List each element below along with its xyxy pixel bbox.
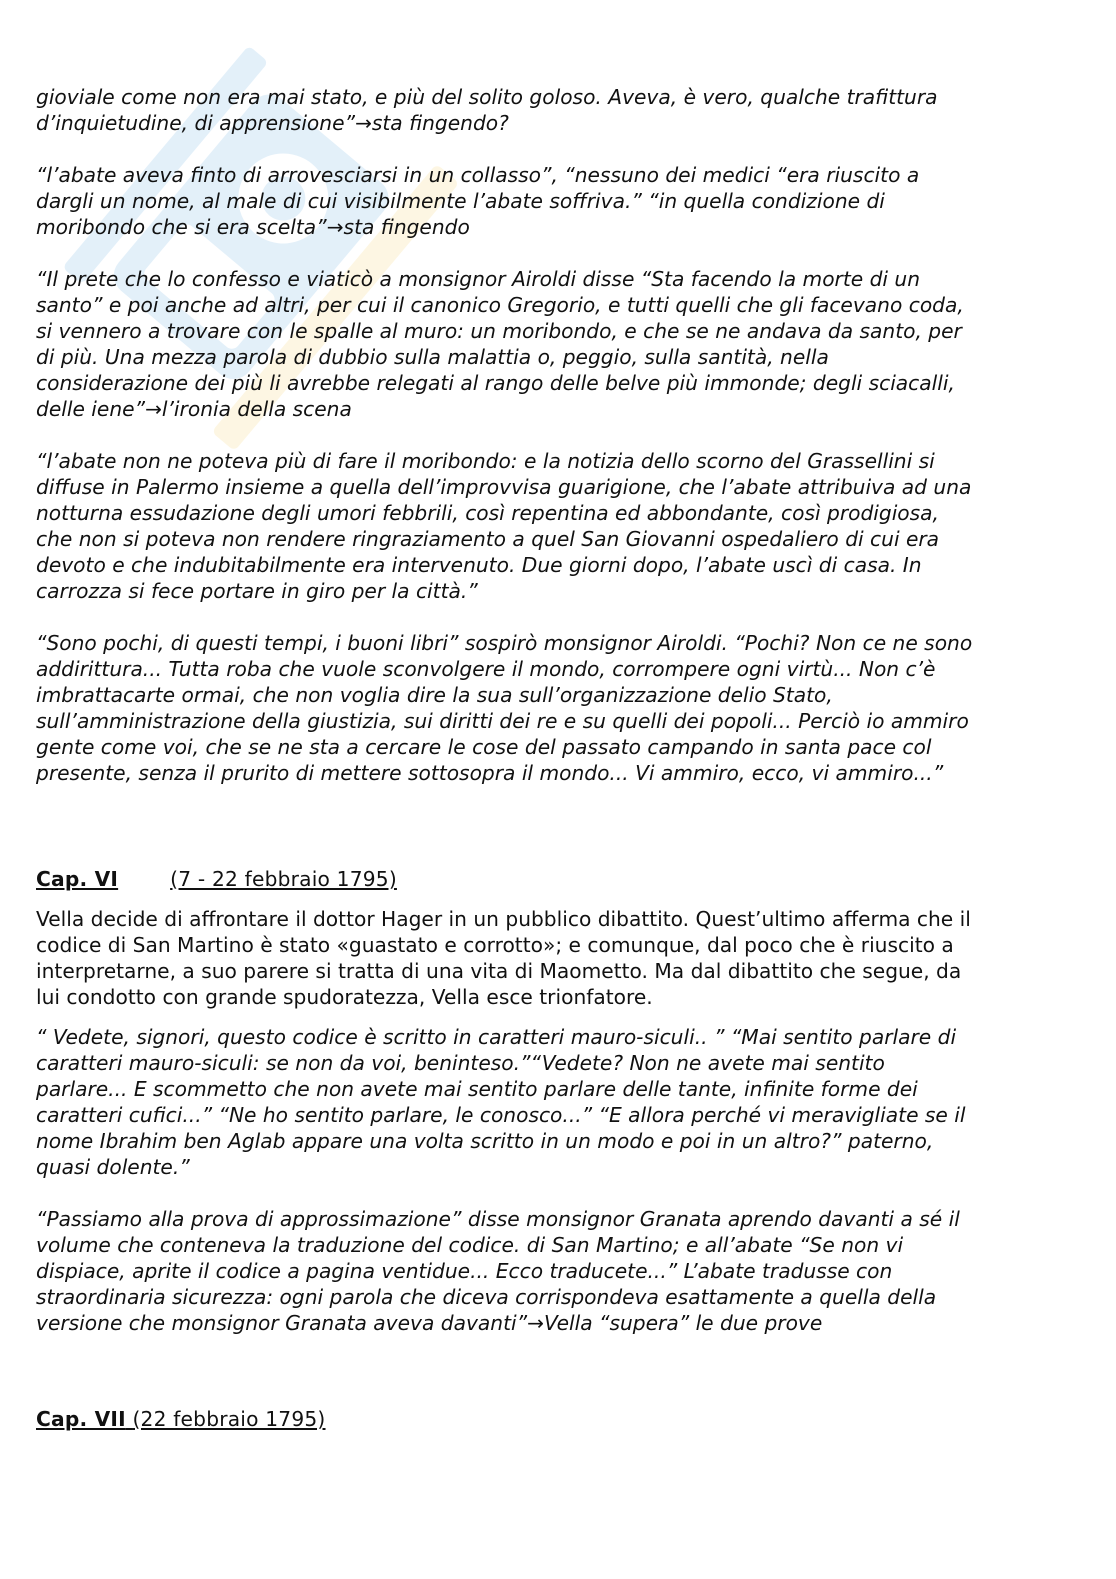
paragraph-quote: “l’abate non ne poteva più di fare il moribondo: e la notizia dello scorno del Grassellini si diffuse in Palermo insieme a quella dell’improvvisa guarigione, che l’abate attribuiva ad una notturna essudazione degli umori febbrili, così repentina ed abbondante, così prodigiosa, che non si poteva non rendere ringraziamento a quel San Giovanni ospedaliero di cui era devoto e che indubitabilmente era intervenuto. Due giorni dopo, l’abate uscì di casa. In carrozza si fece portare in giro per la città.” <box>36 449 972 603</box>
paragraph-quote: “Il prete che lo confesso e viaticò a monsignor Airoldi disse “Sta facendo la morte di un santo” e poi anche ad altri, per cui il canonico Gregorio, e tutti quelli che gli facevano coda, si vennero a trovare con le spalle al muro: un moribondo, e che se ne andava da santo, per di più. Una mezza parola di dubbio sulla malattia o, peggio, sulla santità, nella considerazione dei più li avrebbe relegati al rango delle belve più immonde; degli sciacalli, delle iene”→l’ironia della scena <box>36 267 964 421</box>
paragraph-quote: “l’abate aveva finto di arrovesciarsi in un collasso”, “nessuno dei medici “era riuscito a dargli un nome, al male di cui visibilmente l’abate soffriva.” “in quella condizione di moribondo che si era scelta”→sta fingendo <box>36 163 920 239</box>
chapter-6-quote-2: “Passiamo alla prova di approssimazione” disse monsignor Granata aprendo davanti a sé il volume che conteneva la traduzione del codice. di San Martino; e all’abate “Se non vi dispiace, aprite il codice a pagina ventidue... Ecco traducete...” L’abate tradusse con straordinaria sicurezza: ogni parola che diceva corrispondeva esattamente a quella della versione che monsignor Granata aveva davanti”→Vella “supera” le due prove <box>36 1207 960 1335</box>
chapter-6-label: Cap. VI <box>36 867 119 891</box>
chapter-7-heading <box>36 1406 1082 1432</box>
paragraph-quote: gioviale come non era mai stato, e più del solito goloso. Aveva, è vero, qualche trafittura d’inquietudine, di apprensione”→sta fingendo? <box>36 85 938 135</box>
document-page <box>36 84 1082 1432</box>
chapter-7-date: (22 febbraio 1795) <box>132 1407 326 1431</box>
chapter-6-date: (7 - 22 febbraio 1795) <box>170 867 397 891</box>
chapter-6-quote-1: “ Vedete, signori, questo codice è scritto in caratteri mauro-siculi.. ” “Mai sentito parlare di caratteri mauro-siculi: se non da voi, beninteso.”“Vedete? Non ne avete mai sentito parlare... E scommetto che non avete mai sentito parlare delle tante, infinite forme dei caratteri cufici...” “Ne ho sentito parlare, le conosco...” “E allora perché vi meravigliate se il nome Ibrahim ben Aglab appare una volta scritto in un modo e poi in un altro?” paterno, quasi dolente.” <box>36 1025 966 1179</box>
chapter-6-summary: Vella decide di affrontare il dottor Hager in un pubblico dibattito. Quest’ultimo afferma che il codice di San Martino è stato «guastato e corrotto»; e comunque, dal poco che è riuscito a interpretarne, a suo parere si tratta di una vita di Maometto. Ma dal dibattito che segue, da lui condotto con grande spudoratezza, Vella esce trionfatore. <box>36 907 971 1009</box>
paragraph-quote: “Sono pochi, di questi tempi, i buoni libri” sospirò monsignor Airoldi. “Pochi? Non ce ne sono addirittura... Tutta roba che vuole sconvolgere il mondo, corrompere ogni virtù... Non c’è imbrattacarte ormai, che non voglia dire la sua sull’organizzazione delio Stato, sull’amministrazione della giustizia, sui diritti dei re e su quelli dei popoli... Perciò io ammiro gente come voi, che se ne sta a cercare le cose del passato campando in santa pace col presente, senza il prurito di mettere sottosopra il mondo... Vi ammiro, ecco, vi ammiro...” <box>36 631 973 785</box>
chapter-6-heading <box>36 866 1082 892</box>
chapter-7-label: Cap. VII <box>36 1407 126 1431</box>
